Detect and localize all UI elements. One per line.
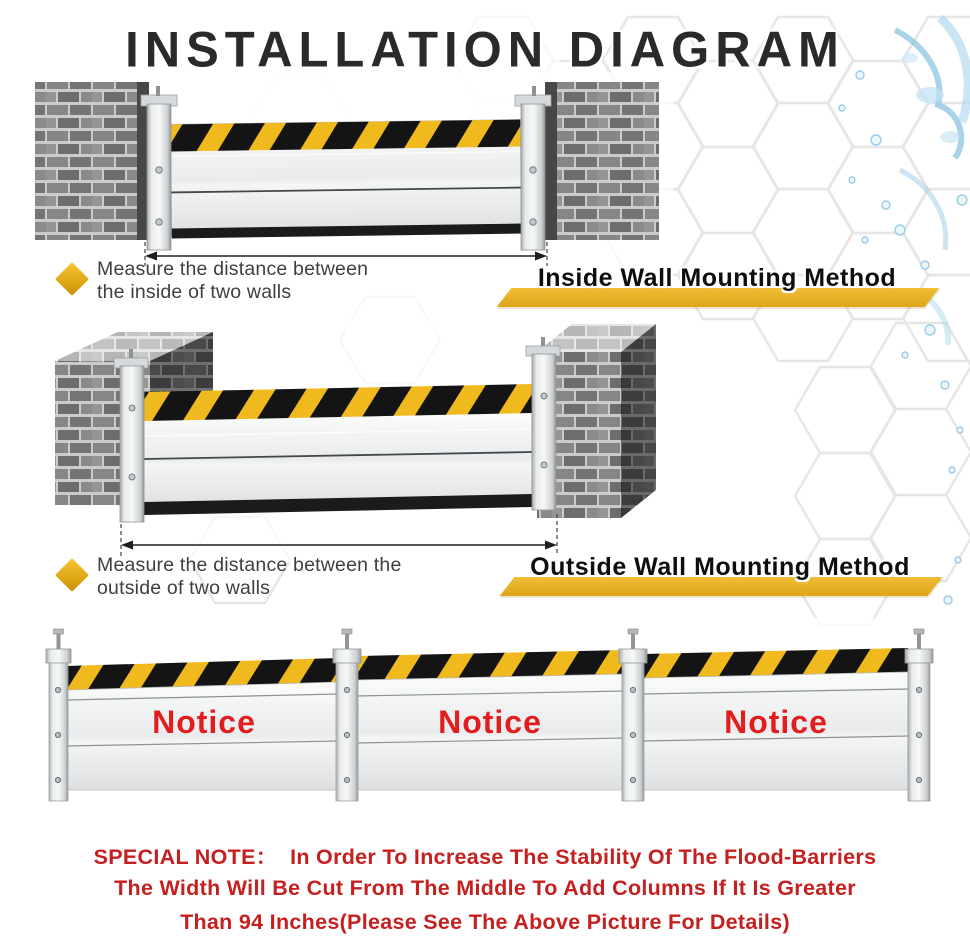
notice-label: Notice: [724, 704, 828, 740]
barrier-post-1: [46, 629, 71, 801]
special-note-line: The Width Will Be Cut From The Middle To Add Columns If It Is Greater: [114, 876, 856, 900]
caption-line: Measure the distance between: [97, 258, 369, 280]
special-note-line: Than 94 Inches(Please See The Above Picture For Details): [180, 910, 790, 934]
caption-line: outside of two walls: [97, 577, 271, 599]
water-splash-decoration: [839, 18, 968, 604]
page-title: INSTALLATION DIAGRAM: [125, 22, 845, 78]
notice-label: Notice: [438, 704, 542, 740]
inside-measure-caption: [97, 258, 427, 304]
outside-banner: [497, 553, 943, 599]
brick-wall-right: [545, 82, 659, 240]
caption-line: Measure the distance between the: [97, 554, 402, 576]
hazard-stripe: [170, 120, 520, 152]
flood-barrier-panel: [170, 120, 522, 239]
special-note-line: SPECIAL NOTE： In Order To Increase The Stability Of The Flood-Barriers: [93, 845, 877, 869]
barrier-post-4: [905, 629, 933, 801]
barrier-post-2: [333, 629, 361, 801]
inside-banner: [494, 264, 940, 310]
notice-label: Notice: [152, 704, 256, 740]
barrier-post-3: [619, 629, 647, 801]
brick-wall-left: [35, 82, 149, 240]
outside-measure-caption: [97, 554, 427, 600]
flood-barrier-panel-outside: [144, 384, 532, 515]
banner-label: Outside Wall Mounting Method: [530, 553, 910, 581]
caption-line: the inside of two walls: [97, 281, 292, 303]
banner-label: Inside Wall Mounting Method: [537, 264, 897, 292]
